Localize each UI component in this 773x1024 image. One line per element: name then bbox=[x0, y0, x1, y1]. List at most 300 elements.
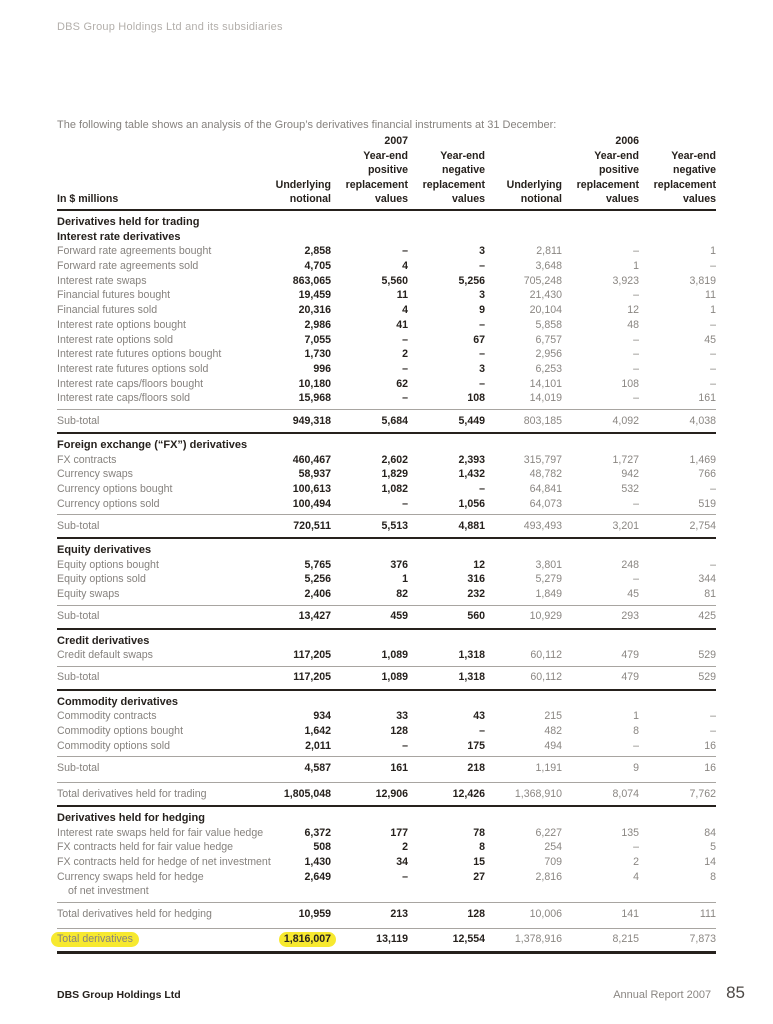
cell-value: 508 bbox=[313, 841, 331, 854]
table-row bbox=[57, 453, 716, 468]
row-label: FX contracts held for fair value hedge bbox=[57, 841, 234, 854]
cell-value: 16 bbox=[704, 761, 716, 774]
total-row bbox=[57, 756, 716, 779]
cell-value: 48,782 bbox=[529, 468, 562, 481]
cell-value: 14,019 bbox=[529, 392, 562, 405]
cell-value: 48 bbox=[627, 318, 639, 331]
column-header bbox=[639, 134, 716, 207]
cell-value: 8 bbox=[710, 870, 716, 883]
cell-value: 2,986 bbox=[304, 318, 331, 331]
cell-value: 175 bbox=[467, 739, 485, 752]
row-label: Commodity options bought bbox=[57, 725, 184, 738]
cell-value: 12,426 bbox=[452, 787, 485, 800]
cell-value: 1,469 bbox=[689, 453, 716, 466]
cell-value: 1,727 bbox=[612, 453, 639, 466]
cell-value: 218 bbox=[467, 761, 485, 774]
column-header-line bbox=[254, 134, 331, 149]
row-label: FX contracts bbox=[57, 453, 117, 466]
row-label: Currency options bought bbox=[57, 482, 173, 495]
table-row bbox=[57, 558, 716, 573]
row-label: Equity options bought bbox=[57, 558, 159, 571]
cell-value: 10,006 bbox=[529, 907, 562, 920]
cell-value: 7,873 bbox=[689, 933, 716, 946]
cell-value: 10,180 bbox=[298, 377, 331, 390]
cell-value: 128 bbox=[467, 907, 485, 920]
cell-value: 20,104 bbox=[529, 304, 562, 317]
cell-value: 5 bbox=[710, 841, 716, 854]
cell-value: 128 bbox=[390, 725, 408, 738]
cell-value: 81 bbox=[704, 588, 716, 601]
row-label: Currency options sold bbox=[57, 497, 160, 510]
column-header-line: 2006 bbox=[615, 135, 639, 147]
cell-value: – bbox=[633, 841, 639, 854]
cell-value: 479 bbox=[621, 671, 639, 684]
cell-value: 2,754 bbox=[689, 519, 716, 532]
column-header-line: values bbox=[606, 193, 639, 206]
cell-value: 11 bbox=[396, 289, 408, 302]
row-label: Sub-total bbox=[57, 610, 100, 623]
row-label: Interest rate options sold bbox=[57, 333, 174, 346]
column-header-line bbox=[485, 134, 562, 149]
cell-value: – bbox=[479, 348, 485, 361]
cell-value: 213 bbox=[390, 907, 408, 920]
cell-value: 376 bbox=[390, 558, 408, 571]
cell-value: – bbox=[402, 392, 408, 405]
cell-value: 4,092 bbox=[612, 414, 639, 427]
cell-value: 1 bbox=[710, 304, 716, 317]
cell-value: 3,923 bbox=[612, 274, 639, 287]
cell-value: 60,112 bbox=[530, 671, 562, 684]
total-row bbox=[57, 514, 716, 537]
cell-value: 34 bbox=[396, 855, 408, 868]
cell-value: 33 bbox=[396, 710, 408, 723]
cell-value: 4,881 bbox=[458, 519, 485, 532]
cell-value: 4,587 bbox=[304, 761, 331, 774]
cell-value: 82 bbox=[396, 588, 408, 601]
cell-value: 15 bbox=[473, 855, 485, 868]
table-row bbox=[57, 318, 716, 333]
cell-value: 949,318 bbox=[292, 414, 331, 427]
table-section bbox=[57, 434, 716, 539]
cell-value: 705,248 bbox=[523, 274, 562, 287]
row-label: Interest rate caps/floors bought bbox=[57, 377, 204, 390]
row-label: Credit default swaps bbox=[57, 649, 153, 662]
section-heading: Equity derivatives bbox=[57, 544, 152, 557]
cell-value: 1 bbox=[402, 573, 408, 586]
cell-value: 1,829 bbox=[381, 468, 408, 481]
cell-value: 5,560 bbox=[381, 274, 408, 287]
table-row bbox=[57, 288, 716, 303]
row-label: FX contracts held for hedge of net investment bbox=[57, 855, 271, 868]
row-label: Sub-total bbox=[57, 761, 100, 774]
cell-value: 45 bbox=[627, 588, 639, 601]
derivatives-table-body bbox=[57, 211, 716, 954]
column-header-line bbox=[254, 149, 331, 164]
cell-value: 108 bbox=[621, 377, 639, 390]
column-header-line: replacement bbox=[345, 178, 408, 191]
cell-value: – bbox=[633, 333, 639, 346]
column-header-line: Underlying bbox=[275, 178, 331, 191]
table-row bbox=[57, 362, 716, 377]
table-section bbox=[57, 691, 716, 807]
intro-text: The following table shows an analysis of the Group’s derivatives financial instruments at 31 December: bbox=[57, 119, 557, 131]
cell-value: – bbox=[633, 497, 639, 510]
row-label: Sub-total bbox=[57, 671, 100, 684]
cell-value: 4 bbox=[402, 260, 408, 273]
cell-value: 2,811 bbox=[536, 245, 562, 258]
cell-value: 934 bbox=[313, 710, 331, 723]
column-header-line bbox=[639, 134, 716, 149]
column-header bbox=[562, 134, 639, 207]
footer-company: DBS Group Holdings Ltd bbox=[57, 989, 181, 1001]
total-row bbox=[57, 605, 716, 628]
cell-value: 519 bbox=[698, 497, 716, 510]
cell-value: 293 bbox=[621, 610, 639, 623]
cell-value: – bbox=[402, 363, 408, 375]
cell-value: 15,968 bbox=[298, 392, 331, 405]
table-row bbox=[57, 739, 716, 754]
table-section bbox=[57, 630, 716, 691]
cell-value: 5,513 bbox=[381, 519, 408, 532]
cell-value: 1,378,916 bbox=[514, 933, 562, 946]
cell-value: 84 bbox=[704, 826, 716, 839]
cell-value: – bbox=[710, 710, 716, 723]
cell-value: 161 bbox=[698, 392, 716, 405]
table-row bbox=[57, 648, 716, 663]
column-header-line bbox=[485, 149, 562, 164]
cell-value: 100,613 bbox=[292, 482, 331, 495]
column-header-line: values bbox=[375, 193, 408, 206]
table-row bbox=[57, 497, 716, 512]
table-row bbox=[57, 274, 716, 289]
cell-value: 4,038 bbox=[689, 414, 716, 427]
cell-value: 215 bbox=[544, 710, 562, 723]
cell-value: 5,256 bbox=[304, 573, 331, 586]
row-label: Interest rate options bought bbox=[57, 318, 186, 331]
table-row bbox=[57, 259, 716, 274]
cell-value: 942 bbox=[621, 468, 639, 481]
cell-value: 1,430 bbox=[304, 855, 331, 868]
table-row bbox=[57, 724, 716, 739]
cell-value: 27 bbox=[473, 870, 485, 883]
row-label-header: In $ millions bbox=[57, 193, 119, 206]
cell-value: 100,494 bbox=[292, 497, 331, 510]
cell-value: 12,906 bbox=[375, 787, 408, 800]
table-row bbox=[57, 347, 716, 362]
column-header-line: positive bbox=[367, 164, 408, 177]
cell-value: – bbox=[479, 482, 485, 495]
cell-value: 8,215 bbox=[612, 933, 639, 946]
cell-value: 2,649 bbox=[304, 870, 331, 883]
cell-value: 7,762 bbox=[689, 787, 716, 800]
cell-value: 2 bbox=[633, 855, 639, 868]
cell-value: – bbox=[479, 725, 485, 738]
column-header-line: values bbox=[452, 193, 485, 206]
cell-value: 2 bbox=[402, 841, 408, 854]
cell-value: 19,459 bbox=[298, 289, 331, 302]
cell-value: 10,929 bbox=[529, 610, 562, 623]
row-label-continued: of net investment bbox=[68, 885, 149, 898]
cell-value: 2 bbox=[402, 348, 408, 361]
cell-value: 1,318 bbox=[458, 671, 485, 684]
cell-value: 5,684 bbox=[381, 414, 408, 427]
column-header-line: replacement bbox=[422, 178, 485, 191]
cell-value: 16 bbox=[704, 739, 716, 752]
row-label: Sub-total bbox=[57, 519, 100, 532]
cell-value: 2,858 bbox=[304, 245, 331, 258]
table-row bbox=[57, 587, 716, 602]
cell-value: 6,253 bbox=[535, 363, 562, 375]
column-header-line: 2007 bbox=[384, 135, 408, 147]
cell-value: – bbox=[710, 482, 716, 495]
cell-value: – bbox=[710, 725, 716, 738]
cell-value: 117,205 bbox=[293, 671, 331, 684]
cell-value bbox=[254, 932, 331, 947]
cell-value: 1,089 bbox=[381, 671, 408, 684]
table-section bbox=[57, 211, 716, 434]
section-heading: Interest rate derivatives bbox=[57, 230, 181, 243]
column-header bbox=[331, 134, 408, 207]
cell-value: – bbox=[479, 260, 485, 273]
column-header-line: notional bbox=[520, 193, 562, 206]
cell-value: 111 bbox=[699, 907, 716, 920]
table-row bbox=[57, 333, 716, 348]
cell-value: 529 bbox=[698, 649, 716, 662]
cell-value: 1,318 bbox=[458, 649, 485, 662]
cell-value: 1,642 bbox=[304, 725, 331, 738]
cell-value: 479 bbox=[621, 649, 639, 662]
cell-value: 60,112 bbox=[530, 649, 562, 662]
column-header-line: negative bbox=[442, 164, 485, 177]
table-row bbox=[57, 855, 716, 870]
cell-value: – bbox=[710, 348, 716, 361]
cell-value: – bbox=[633, 289, 639, 302]
row-label bbox=[57, 932, 254, 947]
table-row bbox=[57, 482, 716, 497]
row-label: Forward rate agreements sold bbox=[57, 260, 199, 273]
cell-value: 21,430 bbox=[529, 289, 562, 302]
page-footer bbox=[57, 983, 745, 1003]
column-header-line: Year-end bbox=[440, 149, 485, 162]
cell-value: 14,101 bbox=[529, 377, 562, 390]
column-header-line: positive bbox=[598, 164, 639, 177]
cell-value: 1 bbox=[633, 260, 639, 273]
cell-value: – bbox=[633, 348, 639, 361]
column-header-line bbox=[254, 163, 331, 178]
column-header-line: negative bbox=[673, 164, 716, 177]
total-row bbox=[57, 902, 716, 925]
highlight-pill: 1,816,007 bbox=[279, 932, 336, 947]
row-label: Financial futures bought bbox=[57, 289, 171, 302]
cell-value: 6,757 bbox=[535, 333, 562, 346]
table-row bbox=[57, 826, 716, 841]
table-row bbox=[57, 391, 716, 406]
cell-value: 316 bbox=[467, 573, 485, 586]
cell-value: – bbox=[710, 363, 716, 375]
column-header bbox=[485, 134, 562, 207]
cell-value: 58,937 bbox=[298, 468, 331, 481]
column-header-line: notional bbox=[289, 193, 331, 206]
cell-value: 4 bbox=[402, 304, 408, 317]
cell-value: 5,858 bbox=[535, 318, 562, 331]
cell-value: 3,201 bbox=[612, 519, 639, 532]
cell-value: 2,956 bbox=[535, 348, 562, 361]
column-header-line: values bbox=[683, 193, 716, 206]
total-row bbox=[57, 409, 716, 432]
cell-value: – bbox=[710, 318, 716, 331]
row-label: Total derivatives held for trading bbox=[57, 787, 207, 800]
cell-value: 6,227 bbox=[535, 826, 562, 839]
cell-value: – bbox=[633, 739, 639, 752]
cell-value: 1 bbox=[633, 710, 639, 723]
table-row bbox=[57, 467, 716, 482]
row-label: Equity swaps bbox=[57, 588, 120, 601]
cell-value: – bbox=[633, 573, 639, 586]
cell-value: 1,368,910 bbox=[514, 787, 562, 800]
cell-value: 459 bbox=[390, 610, 408, 623]
table-row bbox=[57, 709, 716, 724]
cell-value: 12,554 bbox=[452, 933, 485, 946]
cell-value: 14 bbox=[704, 855, 716, 868]
cell-value: 64,073 bbox=[529, 497, 562, 510]
total-row bbox=[57, 782, 716, 805]
total-row bbox=[57, 928, 716, 951]
cell-value: 709 bbox=[544, 855, 562, 868]
cell-value: 177 bbox=[390, 826, 408, 839]
row-label: Commodity options sold bbox=[57, 739, 171, 752]
cell-value: – bbox=[479, 318, 485, 331]
cell-value: 10,959 bbox=[298, 907, 331, 920]
row-label: Commodity contracts bbox=[57, 710, 157, 723]
column-header-line: Year-end bbox=[671, 149, 716, 162]
cell-value: 45 bbox=[704, 333, 716, 346]
cell-value: 2,406 bbox=[304, 588, 331, 601]
column-header bbox=[408, 134, 485, 207]
row-label: Currency swaps bbox=[57, 468, 133, 481]
cell-value: 67 bbox=[473, 333, 485, 346]
cell-value: 9 bbox=[479, 304, 485, 317]
cell-value: 64,841 bbox=[529, 482, 562, 495]
derivatives-table bbox=[57, 134, 716, 954]
cell-value: 108 bbox=[467, 392, 485, 405]
row-label: Interest rate futures options bought bbox=[57, 348, 222, 361]
column-header bbox=[254, 134, 331, 207]
table-row bbox=[57, 303, 716, 318]
cell-value: 135 bbox=[621, 826, 639, 839]
section-heading: Credit derivatives bbox=[57, 634, 150, 647]
cell-value: 5,449 bbox=[458, 414, 485, 427]
column-header-line bbox=[408, 134, 485, 149]
cell-value: 1,089 bbox=[381, 649, 408, 662]
cell-value: 3,648 bbox=[535, 260, 562, 273]
row-label: Currency swaps held for hedge of net investment bbox=[57, 870, 254, 899]
section-heading: Foreign exchange (“FX”) derivatives bbox=[57, 438, 248, 451]
cell-value: 315,797 bbox=[523, 453, 562, 466]
cell-value: 7,055 bbox=[304, 333, 331, 346]
row-label: Interest rate caps/floors sold bbox=[57, 392, 191, 405]
cell-value: 141 bbox=[621, 907, 639, 920]
cell-value: 5,765 bbox=[304, 558, 331, 571]
cell-value: 3,801 bbox=[535, 558, 562, 571]
cell-value: 117,205 bbox=[293, 649, 331, 662]
cell-value: 532 bbox=[621, 482, 639, 495]
cell-value: – bbox=[402, 333, 408, 346]
cell-value: 529 bbox=[698, 671, 716, 684]
cell-value: 4 bbox=[633, 870, 639, 883]
cell-value: 2,816 bbox=[535, 870, 562, 883]
cell-value: 720,511 bbox=[293, 519, 331, 532]
cell-value: 344 bbox=[698, 573, 716, 586]
cell-value: 5,256 bbox=[458, 274, 485, 287]
row-label: Equity options sold bbox=[57, 573, 146, 586]
row-label: Interest rate swaps held for fair value hedge bbox=[57, 826, 264, 839]
cell-value: 9 bbox=[633, 761, 639, 774]
cell-value: 1,082 bbox=[381, 482, 408, 495]
table-row bbox=[57, 377, 716, 392]
highlight-pill: Total derivatives bbox=[51, 932, 139, 947]
cell-value: 1,805,048 bbox=[283, 787, 331, 800]
cell-value: 1,056 bbox=[458, 497, 485, 510]
cell-value: 2,011 bbox=[305, 739, 331, 752]
table-section bbox=[57, 539, 716, 630]
cell-value: 460,467 bbox=[292, 453, 331, 466]
cell-value: – bbox=[402, 497, 408, 510]
cell-value: 1,191 bbox=[535, 761, 562, 774]
cell-value: 12 bbox=[473, 558, 485, 571]
cell-value: 78 bbox=[473, 826, 485, 839]
cell-value: – bbox=[633, 363, 639, 375]
cell-value: 5,279 bbox=[535, 573, 562, 586]
cell-value: – bbox=[402, 870, 408, 883]
cell-value: 1 bbox=[710, 245, 716, 258]
footer-right bbox=[613, 983, 745, 1003]
cell-value: 1,432 bbox=[458, 468, 485, 481]
cell-value: 41 bbox=[396, 318, 408, 331]
column-header-line: Underlying bbox=[506, 178, 562, 191]
cell-value: 8,074 bbox=[612, 787, 639, 800]
row-label: Forward rate agreements bought bbox=[57, 245, 212, 258]
cell-value: 11 bbox=[705, 289, 716, 302]
cell-value: – bbox=[402, 245, 408, 258]
table-row bbox=[57, 840, 716, 855]
cell-value: 494 bbox=[544, 739, 562, 752]
cell-value: 161 bbox=[390, 761, 408, 774]
cell-value: 6,372 bbox=[304, 826, 331, 839]
cell-value: – bbox=[710, 377, 716, 390]
cell-value: 12 bbox=[627, 304, 639, 317]
table-row bbox=[57, 572, 716, 587]
cell-value: – bbox=[710, 260, 716, 273]
cell-value: 996 bbox=[313, 363, 331, 375]
row-label: Financial futures sold bbox=[57, 304, 158, 317]
cell-value: 425 bbox=[698, 610, 716, 623]
cell-value: 62 bbox=[396, 377, 408, 390]
running-header: DBS Group Holdings Ltd and its subsidiaries bbox=[57, 21, 283, 33]
cell-value: 482 bbox=[544, 725, 562, 738]
cell-value: 2,393 bbox=[458, 453, 485, 466]
cell-value: 248 bbox=[621, 558, 639, 571]
cell-value: 8 bbox=[633, 725, 639, 738]
row-label: Sub-total bbox=[57, 414, 100, 427]
cell-value: 4,705 bbox=[304, 260, 331, 273]
column-header-line: replacement bbox=[576, 178, 639, 191]
total-row bbox=[57, 666, 716, 689]
cell-value: 8 bbox=[479, 841, 485, 854]
row-label: Interest rate futures options sold bbox=[57, 363, 209, 375]
cell-value: 803,185 bbox=[523, 414, 562, 427]
column-header-line bbox=[485, 163, 562, 178]
cell-value: 863,065 bbox=[292, 274, 331, 287]
